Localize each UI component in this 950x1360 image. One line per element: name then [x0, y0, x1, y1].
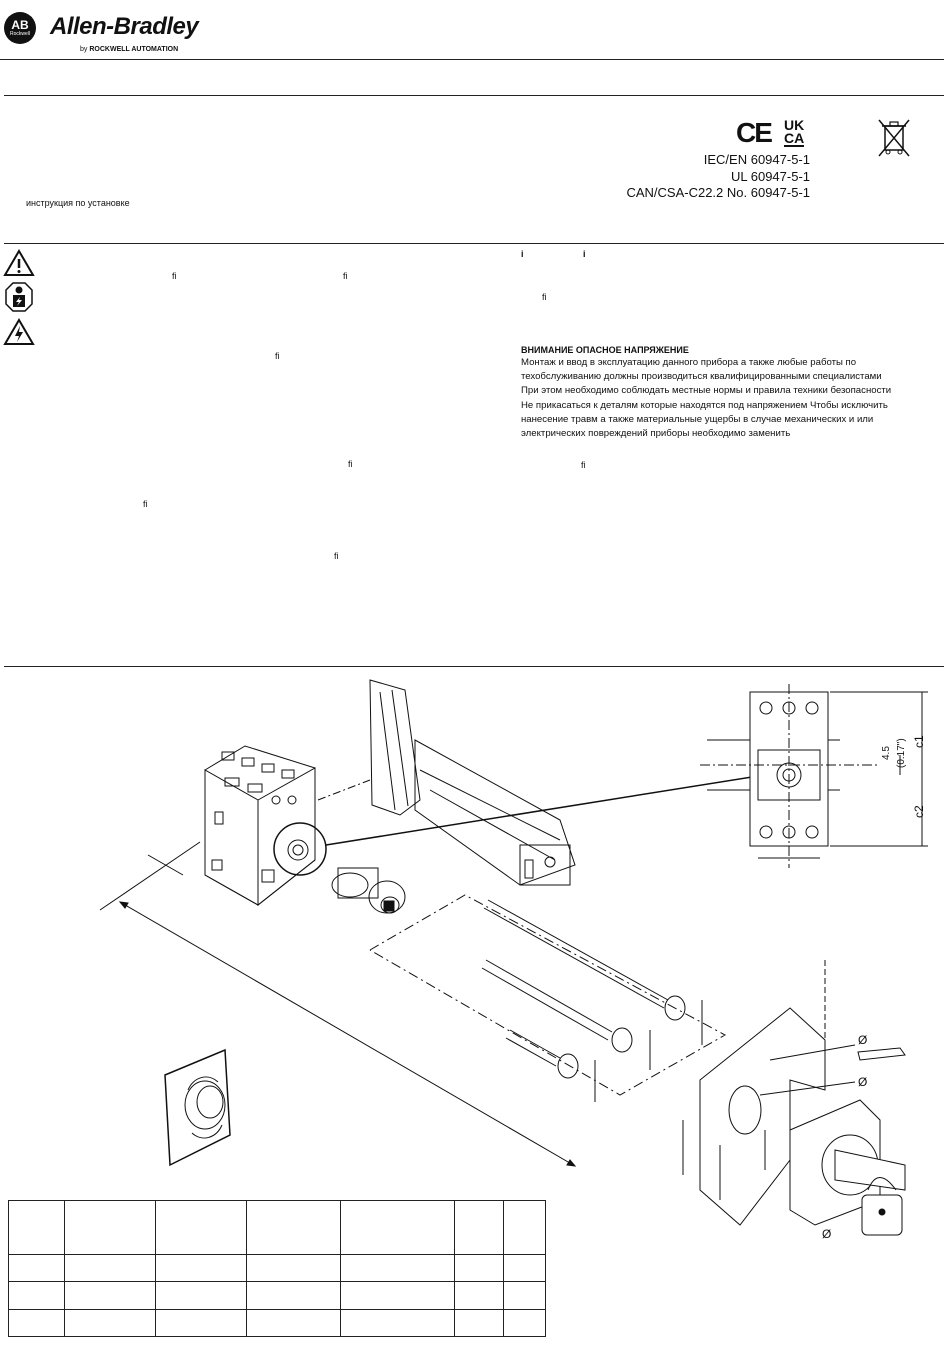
glyph-i: i	[583, 249, 586, 259]
glyph-fi: ﬁ	[172, 271, 177, 281]
header-rule	[0, 59, 944, 60]
standard-csa: CAN/CSA-C22.2 No. 60947-5-1	[626, 185, 810, 200]
warning-line: электрических повреждений приборы необходимо заменить	[521, 428, 791, 440]
warning-title: ВНИМАНИЕ ОПАСНОЕ НАПРЯЖЕНИЕ	[521, 345, 689, 355]
label-c2: c2	[912, 805, 926, 818]
cover-plate	[165, 1050, 230, 1165]
ukca-mark	[784, 119, 804, 147]
rotary-handle	[790, 1100, 905, 1235]
brand-name: Allen-Bradley	[50, 13, 199, 40]
table-cell	[247, 1201, 341, 1255]
brand-company: ROCKWELL AUTOMATION	[89, 46, 179, 53]
standard-ul: UL 60947-5-1	[730, 169, 810, 184]
diameter-label: Ø	[858, 1075, 868, 1089]
brand-subline	[80, 46, 178, 53]
table-cell	[504, 1201, 546, 1255]
table-cell	[65, 1201, 156, 1255]
warning-line: Не прикасаться к деталям которые находятся под напряжением Чтобы исключить	[521, 399, 888, 411]
glyph-fi: ﬁ	[581, 460, 586, 470]
table-cell	[455, 1201, 504, 1255]
spec-table	[8, 1200, 546, 1337]
glyph-fi: ﬁ	[343, 271, 348, 281]
glyph-fi: ﬁ	[334, 551, 339, 561]
warning-line: Монтаж и ввод в эксплуатацию данного прибора а также любые работы по	[521, 357, 857, 368]
label-c1: c1	[912, 735, 926, 748]
dim-value: 4.5	[881, 746, 892, 760]
qualified-person-icon	[5, 282, 33, 312]
glyph-fi: ﬁ	[348, 459, 353, 469]
table-row	[9, 1309, 546, 1336]
logo-letters: AB	[11, 18, 29, 32]
extension-rods	[482, 900, 702, 1102]
high-voltage-icon	[3, 318, 35, 346]
section-rule	[4, 243, 944, 244]
table-row	[9, 1282, 546, 1309]
doc-subtitle: инструкция по установке	[26, 198, 130, 208]
warning-line: При этом необходимо соблюдать местные нормы и правила техники безопасности	[521, 385, 892, 397]
brand-by: by	[80, 46, 88, 53]
dim-inch: (0.17")	[896, 738, 907, 768]
switch-body	[205, 746, 315, 905]
standard-iec: IEC/EN 60947-5-1	[703, 152, 810, 167]
ukca-top: UK	[784, 117, 805, 133]
top-rule	[4, 95, 944, 96]
ukca-bottom: CA	[784, 130, 805, 146]
weee-bin-icon	[876, 118, 912, 158]
shaft-adapter	[332, 868, 405, 913]
logo-small-text: Rockwell	[9, 31, 30, 37]
warning-body	[521, 356, 941, 441]
diameter-label: Ø	[822, 1227, 832, 1241]
drill-bit	[858, 1048, 905, 1060]
warning-triangle-icon	[3, 249, 35, 277]
table-cell	[341, 1201, 455, 1255]
diameter-label: Ø	[858, 1033, 868, 1047]
glyph-i: i	[521, 249, 524, 259]
detail-view	[700, 684, 928, 868]
brand-logo	[4, 12, 36, 44]
glyph-fi: ﬁ	[143, 499, 148, 509]
table-cell	[9, 1201, 65, 1255]
table-cell	[156, 1201, 247, 1255]
table-row	[9, 1255, 546, 1282]
warning-line: нанесение травм а также материальные ущербы в случае механических и или	[521, 413, 874, 425]
glyph-fi: ﬁ	[275, 351, 280, 361]
glyph-fi: ﬁ	[542, 292, 547, 302]
mounting-bracket	[370, 680, 575, 885]
ce-mark: CE	[736, 117, 771, 148]
warning-line: техобслуживанию должны производиться квалифицированными специалистами	[521, 371, 882, 383]
